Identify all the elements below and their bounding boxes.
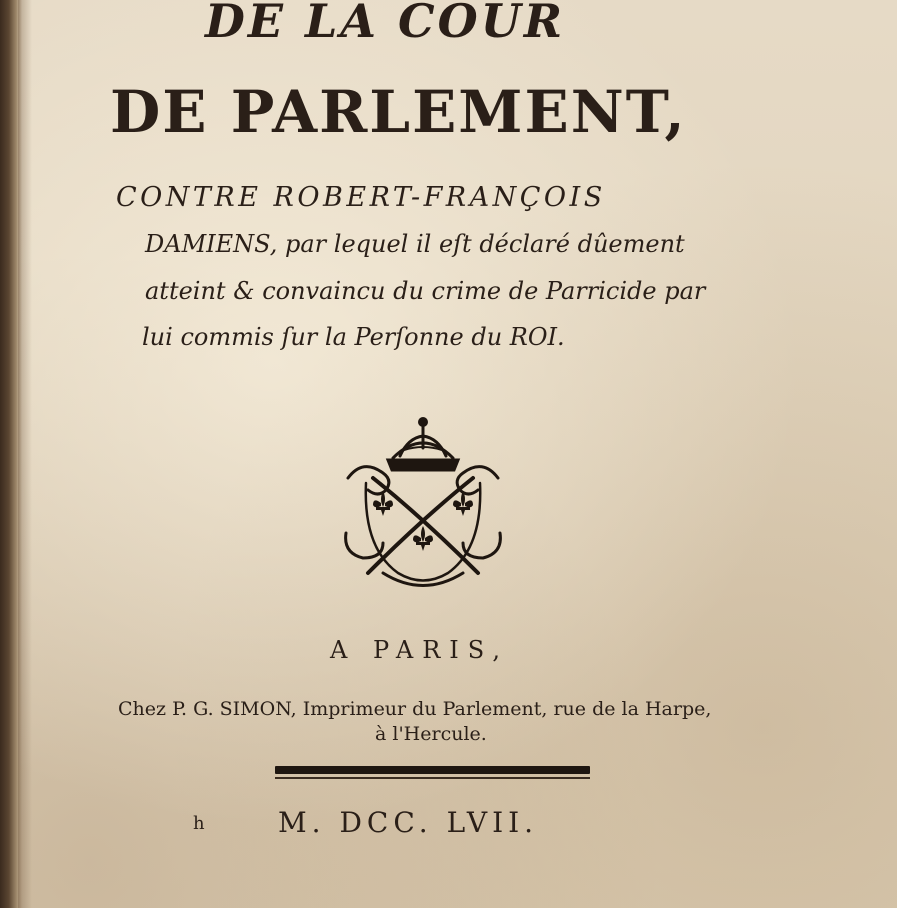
title-line-2: DE PARLEMENT, xyxy=(110,78,687,146)
title-line-1: DE LA COUR xyxy=(205,0,566,48)
subtitle-line-3: atteint & convaincu du crime de Parricide par xyxy=(145,277,706,305)
imprint-printer-line-2: à l'Hercule. xyxy=(375,723,487,745)
ornamental-rule xyxy=(275,766,590,774)
imprint-place: A PARIS, xyxy=(330,636,510,664)
royal-crown-fleur-de-lis-emblem-icon xyxy=(338,408,508,593)
publication-year: M. DCC. LVII. xyxy=(278,806,539,839)
subtitle-line-4: lui commis ſur la Perſonne du ROI. xyxy=(142,323,565,351)
ornamental-rule-thin xyxy=(275,777,590,779)
signature-mark: h xyxy=(193,813,205,834)
imprint-printer-line-1: Chez P. G. SIMON, Imprimeur du Parlement, rue de la Harpe, xyxy=(118,698,712,720)
subtitle-line-2: DAMIENS, par lequel il eſt déclaré dûement xyxy=(145,230,685,258)
subtitle-line-1: CONTRE ROBERT-FRANÇOIS xyxy=(116,182,606,213)
page-fold-shadow xyxy=(18,0,32,908)
